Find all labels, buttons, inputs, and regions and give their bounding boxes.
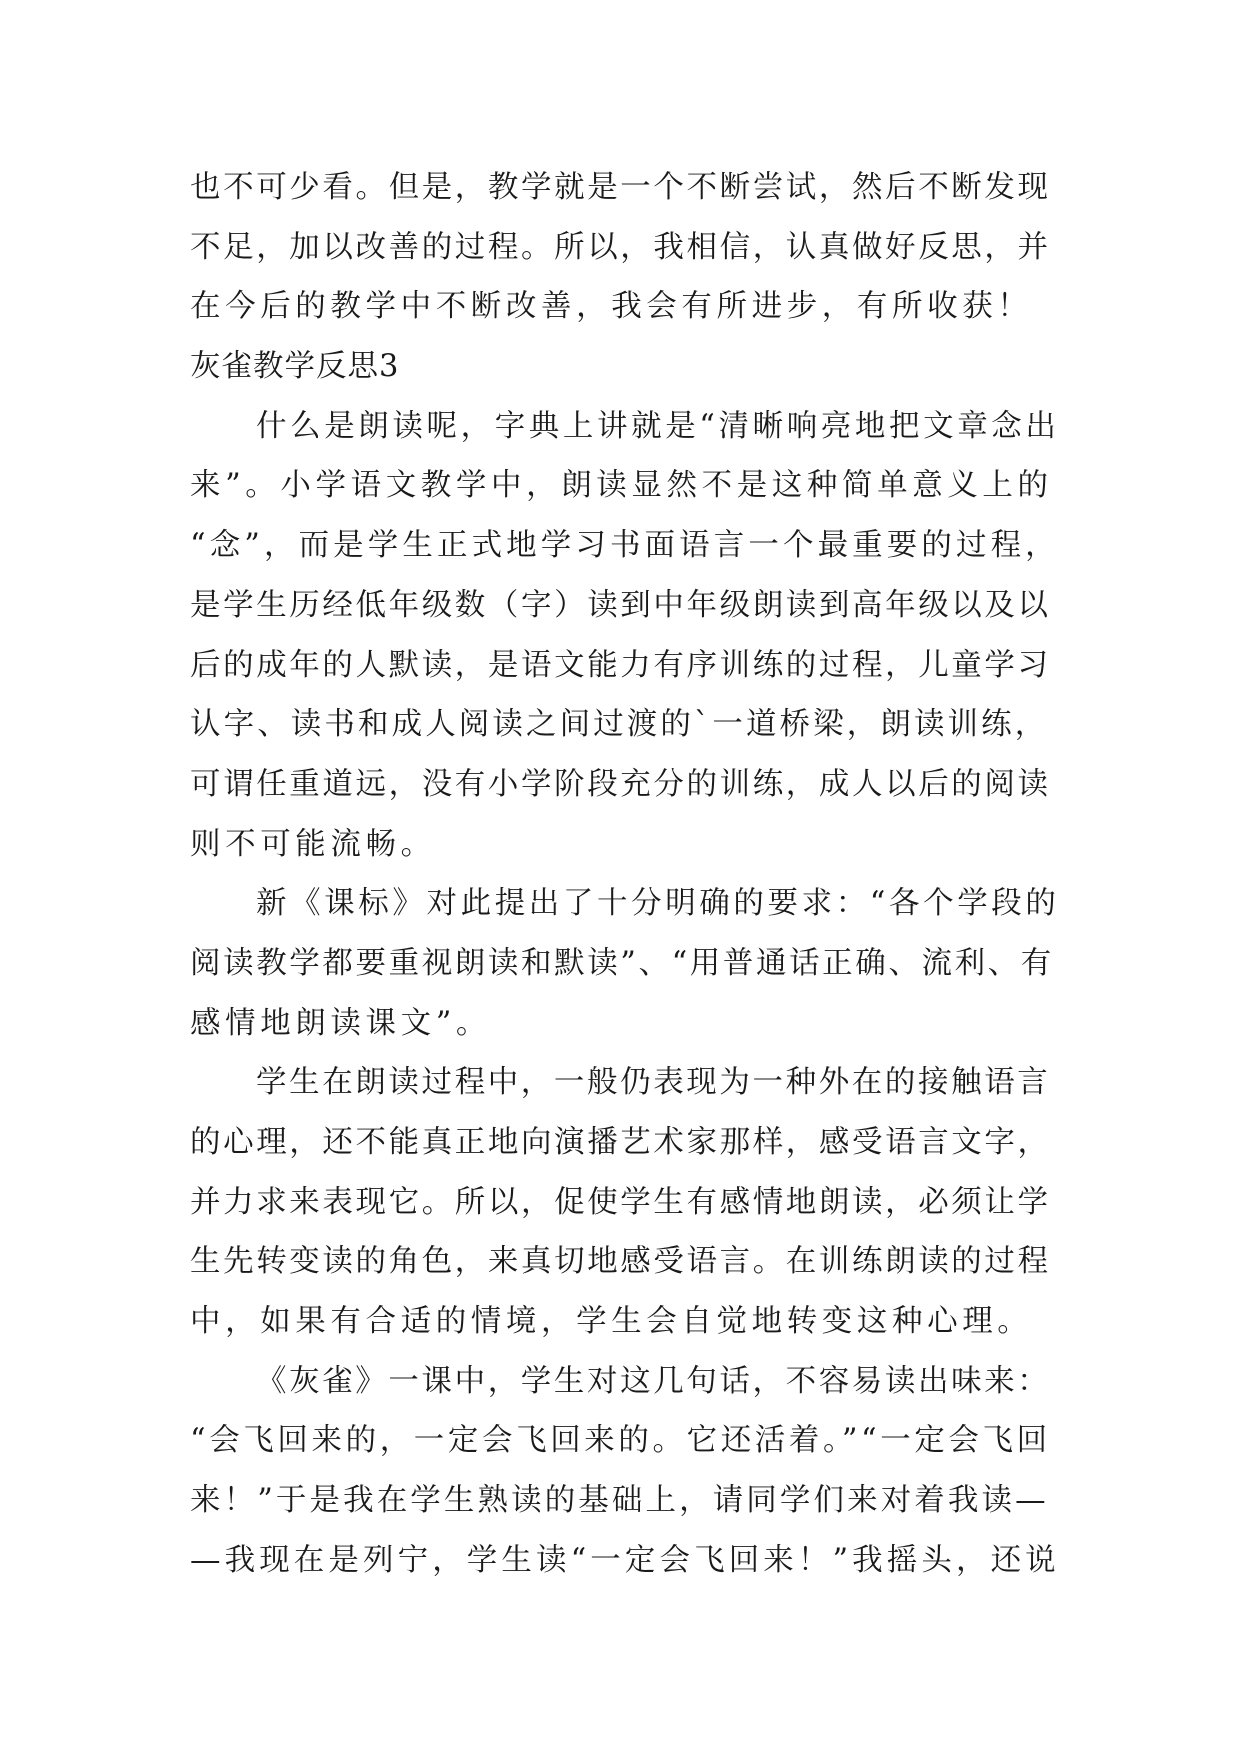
text-line: 可谓任重道远，没有小学阶段充分的训练，成人以后的阅读 [190,766,1051,802]
text-line: 生先转变读的角色，来真切地感受语言。在训练朗读的过程 [190,1244,1051,1280]
text-line: 后的成年的人默读，是语文能力有序训练的过程，儿童学习 [190,647,1051,683]
text-line: 并力求来表现它。所以，促使学生有感情地朗读，必须让学 [190,1184,1051,1220]
text-line: 也不可少看。但是，教学就是一个不断尝试，然后不断发现 [190,170,1051,205]
text-line: “念”，而是学生正式地学习书面语言一个最重要的过程， [190,528,1060,564]
paragraph-first-line: 《灰雀》一课中，学生对这几句话，不容易读出味来： [256,1363,1051,1399]
paragraph-first-line: 什么是朗读呢，字典上讲就是“清晰响亮地把文章念出 [256,408,1060,444]
text-line: 阅读教学都要重视朗读和默读”、“用普通话正确、流利、有 [190,945,1054,981]
text-line: 认字、读书和成人阅读之间过渡的`一道桥梁，朗读训练， [190,707,1049,743]
text-line: 来”。小学语文教学中，朗读显然不是这种简单意义上的 [190,468,1053,504]
text-line: 则不可能流畅。 [190,826,436,862]
text-line: —我现在是列宁，学生读“一定会飞回来！”我摇头，还说 [190,1542,1060,1578]
text-line: 不足，加以改善的过程。所以，我相信，认真做好反思，并 [190,229,1051,265]
text-line: 在今后的教学中不断改善，我会有所进步，有所收获！ [190,289,1033,325]
paragraph-first-line: 学生在朗读过程中，一般仍表现为一种外在的接触语言 [256,1065,1051,1101]
text-line: “会飞回来的，一定会飞回来的。它还活着。”“一定会飞回 [190,1423,1051,1459]
text-line: 的心理，还不能真正地向演播艺术家那样，感受语言文字， [190,1125,1051,1160]
body-text [190,158,1060,1591]
paragraph-first-line: 新《课标》对此提出了十分明确的要求：“各个学段的 [256,886,1060,922]
text-line: 来！”于是我在学生熟读的基础上，请同学们来对着我读— [190,1483,1049,1519]
section-heading: 灰雀教学反思3 [190,349,400,385]
text-line: 感情地朗读课文”。 [190,1005,491,1041]
text-line: 是学生历经低年级数（字）读到中年级朗读到高年级以及以 [190,587,1051,623]
text-line: 中，如果有合适的情境，学生会自觉地转变这种心理。 [190,1304,1033,1340]
